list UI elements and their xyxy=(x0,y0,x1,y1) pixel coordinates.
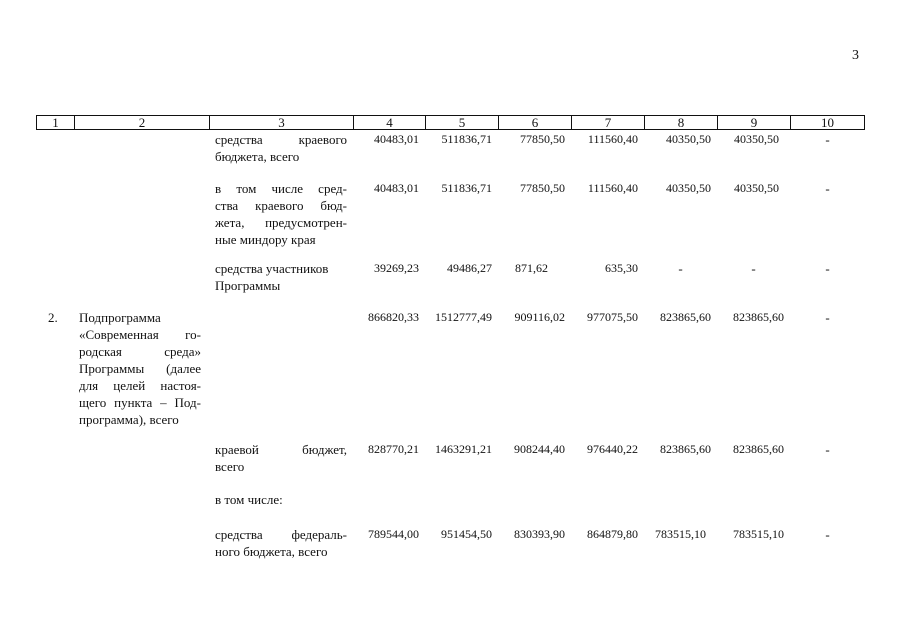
row-description-line-3 xyxy=(215,214,347,231)
value-col-9: 823865,60 xyxy=(733,442,784,456)
row-description-line-2 xyxy=(215,277,347,294)
value-col-6: 909116,02 xyxy=(514,310,565,324)
row-number: 2. xyxy=(48,310,58,325)
value-col-8: 823865,60 xyxy=(660,442,711,456)
value-col-9: 783515,10 xyxy=(733,527,784,541)
description-line: средства федераль- xyxy=(215,527,347,542)
value-col-5: 1512777,49 xyxy=(435,310,492,324)
header-cell-5: 5 xyxy=(425,115,498,130)
value-col-6: 830393,90 xyxy=(514,527,565,541)
description-line: средства краевого xyxy=(215,132,347,147)
value-col-6: 908244,40 xyxy=(514,442,565,456)
value-col-10: - xyxy=(825,181,830,196)
value-col-10: - xyxy=(825,132,830,147)
value-col-10: - xyxy=(825,527,830,542)
value-col-4: 866820,33 xyxy=(368,310,419,324)
description-line: в том числе: xyxy=(215,492,283,507)
description-line: ного бюджета, всего xyxy=(215,544,328,559)
value-col-8: 40350,50 xyxy=(666,181,711,195)
row-description-line-1 xyxy=(215,180,347,197)
value-col-7: 864879,80 xyxy=(587,527,638,541)
row-description xyxy=(215,131,347,148)
name-line: для целей настоя- xyxy=(79,378,201,393)
value-col-9: - xyxy=(751,261,756,276)
value-col-4: 828770,21 xyxy=(368,442,419,456)
row-name-line-5 xyxy=(79,377,201,394)
name-line: родская среда» xyxy=(79,344,201,359)
description-line: краевой бюджет, xyxy=(215,442,347,457)
value-col-8: 783515,10 xyxy=(655,527,706,541)
header-cell-8: 8 xyxy=(644,115,717,130)
header-cell-7: 7 xyxy=(571,115,644,130)
header-cell-6: 6 xyxy=(498,115,571,130)
row-description-line-1 xyxy=(215,260,347,277)
header-cell-9: 9 xyxy=(717,115,790,130)
value-col-9: 823865,60 xyxy=(733,310,784,324)
value-col-8: 40350,50 xyxy=(666,132,711,146)
description-line: жета, предусмотрен- xyxy=(215,215,347,230)
value-col-4: 789544,00 xyxy=(368,527,419,541)
name-line: Программы (далее xyxy=(79,361,201,376)
value-col-4: 40483,01 xyxy=(374,132,419,146)
value-col-5: 511836,71 xyxy=(441,181,492,195)
value-col-6: 77850,50 xyxy=(520,181,565,195)
row-description-line-1 xyxy=(215,441,347,458)
value-col-10: - xyxy=(825,261,830,276)
header-cell-10: 10 xyxy=(790,115,865,130)
row-name-line-4 xyxy=(79,360,201,377)
value-col-5: 49486,27 xyxy=(447,261,492,275)
header-cell-1: 1 xyxy=(36,115,74,130)
value-col-7: 976440,22 xyxy=(587,442,638,456)
value-col-7: 977075,50 xyxy=(587,310,638,324)
row-description-line-1 xyxy=(215,491,347,508)
name-line: Подпрограмма xyxy=(79,310,161,325)
header-cell-3: 3 xyxy=(209,115,353,130)
description-line: ные миндору края xyxy=(215,232,316,247)
description-line: бюджета, всего xyxy=(215,149,300,164)
row-description-cont xyxy=(215,148,347,165)
header-cell-4: 4 xyxy=(353,115,425,130)
value-col-7: 111560,40 xyxy=(587,181,638,195)
row-name-line-6 xyxy=(79,394,201,411)
value-col-7: 635,30 xyxy=(605,261,638,275)
row-name-line-3 xyxy=(79,343,201,360)
row-name-line-7 xyxy=(79,411,201,428)
value-col-4: 40483,01 xyxy=(374,181,419,195)
description-line: всего xyxy=(215,459,245,474)
value-col-9: 40350,50 xyxy=(734,181,779,195)
row-description-line-2 xyxy=(215,543,347,560)
row-description-line-2 xyxy=(215,458,347,475)
row-name-line-1 xyxy=(79,309,201,326)
value-col-5: 1463291,21 xyxy=(435,442,492,456)
value-col-5: 511836,71 xyxy=(441,132,492,146)
value-col-4: 39269,23 xyxy=(374,261,419,275)
value-col-8: 823865,60 xyxy=(660,310,711,324)
name-line: программа), всего xyxy=(79,412,179,427)
row-description-line-2 xyxy=(215,197,347,214)
value-col-9: 40350,50 xyxy=(734,132,779,146)
value-col-10: - xyxy=(825,310,830,325)
description-line: ства краевого бюд- xyxy=(215,198,347,213)
value-col-8: - xyxy=(678,261,683,276)
description-line: в том числе сред- xyxy=(215,181,347,196)
header-cell-2: 2 xyxy=(74,115,209,130)
row-description-line-4 xyxy=(215,231,347,248)
value-col-10: - xyxy=(825,442,830,457)
value-col-5: 951454,50 xyxy=(441,527,492,541)
value-col-6: 77850,50 xyxy=(520,132,565,146)
description-line: средства участников xyxy=(215,261,329,276)
row-name-line-2 xyxy=(79,326,201,343)
name-line: «Современная го- xyxy=(79,327,201,342)
page-number: 3 xyxy=(852,48,859,63)
description-line: Программы xyxy=(215,278,281,293)
name-line: щего пункта – Под- xyxy=(79,395,201,410)
value-col-7: 111560,40 xyxy=(587,132,638,146)
row-description-line-1 xyxy=(215,526,347,543)
value-col-6: 871,62 xyxy=(515,261,548,275)
